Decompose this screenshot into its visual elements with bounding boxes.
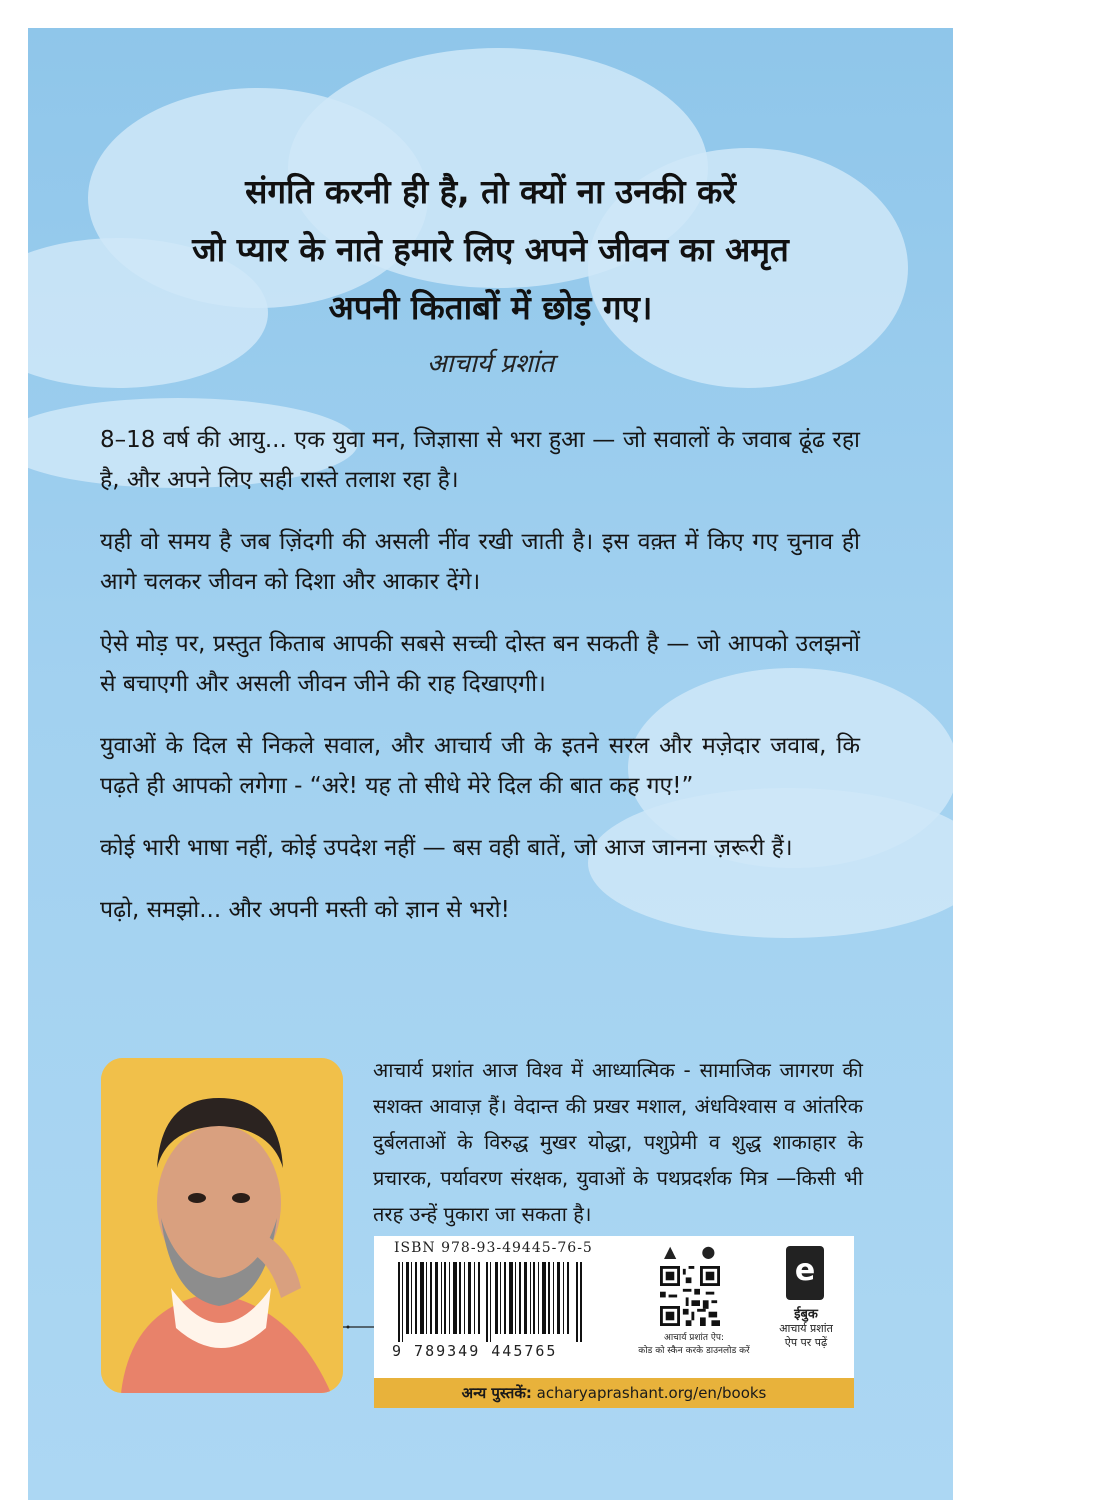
back-cover (28, 28, 953, 1500)
blurb (100, 420, 860, 952)
author-bio: आचार्य प्रशांत आज विश्व में आध्यात्मिक - सामाजिक जागरण की सशक्त आवाज़ हैं। वेदान्त की प्रखर मशाल, अंधविश्वास व आंतरिक दुर्बलताओं के विरुद्ध मुखर योद्धा, पशुप्रेमी व शुद्ध शाकाहार के प्रचारक, पर्यावरण संरक्षक, युवाओं के पथप्रदर्शक मित्र —किसी भी तरह उन्हें पुकारा जा सकता है। (373, 1058, 863, 1226)
blurb-paragraph: यही वो समय है जब ज़िंदगी की असली नींव रखी जाती है। इस वक़्त में किए गए चुनाव ही आगे चलकर जीवन को दिशा और आकार देंगे। (100, 529, 860, 595)
ebook-label-line: ऐप पर पढ़ें (784, 1336, 828, 1349)
apple-icon: ● (701, 1242, 716, 1261)
quote-line-1: संगति करनी ही है, तो क्यों ना उनकी करें (245, 172, 736, 211)
other-books-link[interactable]: acharyaprashant.org/en/books (536, 1384, 767, 1402)
blurb-paragraph: कोई भारी भाषा नहीं, कोई उपदेश नहीं — बस वही बातें, जो आज जानना ज़रूरी हैं। (100, 835, 793, 861)
blurb-paragraph: 8–18 वर्ष की आयु... एक युवा मन, जिज्ञासा से भरा हुआ — जो सवालों के जवाब ढूंढ रहा है, और अपने लिए सही रास्ते तलाश रहा है। (100, 427, 860, 493)
quote-line-3: अपनी किताबों में छोड़ गए। (328, 288, 653, 327)
ebook-icon: e (786, 1246, 824, 1300)
ebook-label-line: ईबुक (794, 1307, 818, 1322)
other-books-banner (374, 1378, 854, 1408)
author-photo (101, 1058, 343, 1393)
app-store-icons (664, 1242, 715, 1261)
blurb-paragraph: युवाओं के दिल से निकले सवाल, और आचार्य जी के इतने सरल और मज़ेदार जवाब, कि पढ़ते ही आपको लगेगा - “अरे! यह तो सीधे मेरे दिल की बात कह गए!” (100, 733, 860, 799)
other-books-label: अन्य पुस्तकें: (461, 1384, 532, 1402)
qr-code-icon[interactable] (660, 1266, 720, 1326)
ebook-label-line: आचार्य प्रशांत (779, 1322, 833, 1335)
author-signature: आचार्य प्रशांत (426, 349, 555, 379)
qr-caption-line: आचार्य प्रशांत ऐप: (663, 1333, 724, 1343)
ebook-label (766, 1308, 846, 1350)
isbn-text: ISBN 978-93-49445-76-5 (394, 1240, 593, 1256)
qr-caption-line: कोड को स्कैन करके डाउनलोड करें (638, 1346, 750, 1356)
barcode-number: 9 789349 445765 (392, 1342, 558, 1360)
quote-line-2: जो प्यार के नाते हमारे लिए अपने जीवन का अमृत (192, 230, 789, 269)
qr-caption (624, 1332, 764, 1358)
barcode-panel (374, 1236, 854, 1378)
blurb-paragraph: पढ़ो, समझो... और अपनी मस्ती को ज्ञान से भरो! (100, 897, 510, 923)
blurb-paragraph: ऐसे मोड़ पर, प्रस्तुत किताब आपकी सबसे सच्ची दोस्त बन सकती है — जो आपको उलझनों से बचाएगी और असली जीवन जीने की राह दिखाएगी। (100, 631, 860, 697)
barcode-icon (398, 1262, 582, 1342)
android-icon: ▲ (664, 1242, 677, 1261)
